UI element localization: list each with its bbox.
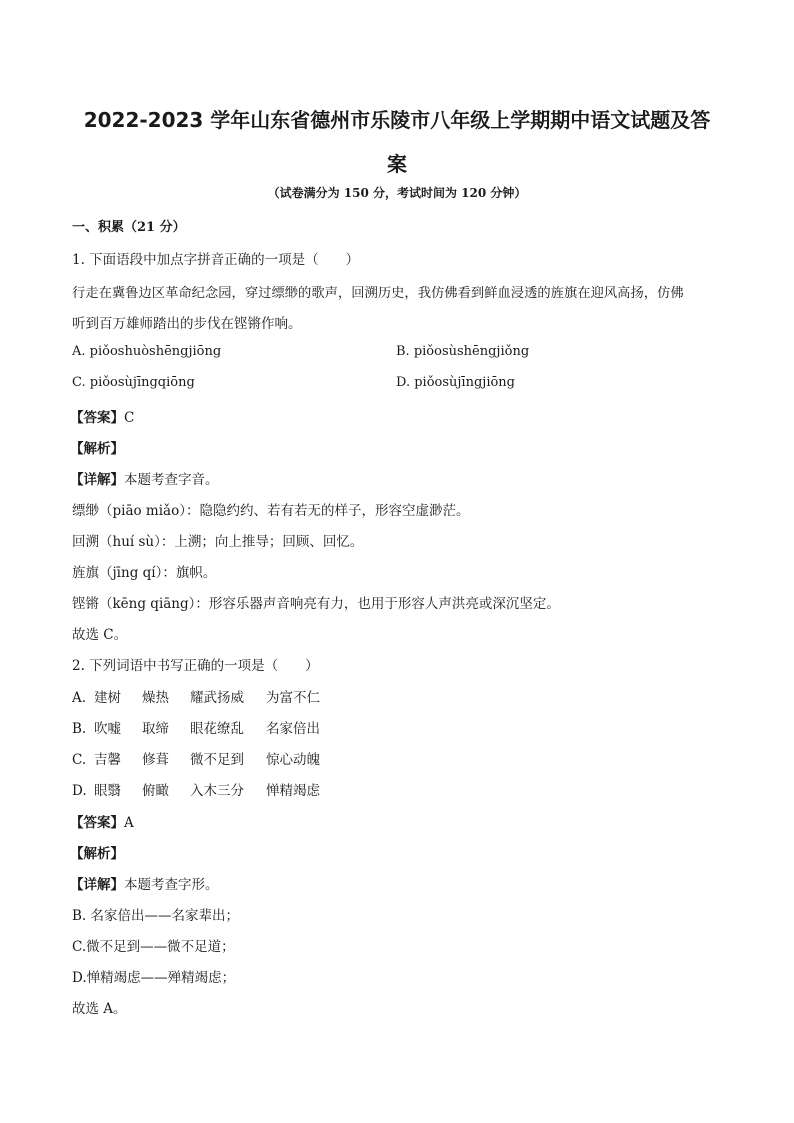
title-line-2: 案 (387, 152, 407, 176)
answer-tag: 【答案】 (70, 815, 124, 831)
q1-conclusion: 故选 C。 (72, 627, 128, 643)
q1-passage-line-1: 行走在冀鲁边区革命纪念园，穿过缥缈的歌声，回溯历史，我仿佛看到鲜血浸透的旌旗在迎风高扬，仿佛 (72, 286, 684, 301)
detail-text: 本题考查字形。 (124, 877, 219, 893)
q2-conclusion: 故选 A。 (72, 1001, 127, 1017)
word: 耀武扬威 (190, 690, 244, 706)
word: 眼花缭乱 (190, 721, 244, 737)
q1-option-b: B. piǒosùshēngjiǒng (396, 344, 530, 359)
answer-tag: 【答案】 (70, 410, 124, 426)
q2-stem: 2. 下列词语中书写正确的一项是（ ） (72, 658, 319, 674)
answer-value: C (124, 410, 135, 426)
q2-detail (70, 873, 219, 893)
q2-option-d (72, 779, 320, 799)
word: 眼翳 (94, 783, 121, 799)
word: 吉馨 (94, 752, 121, 768)
q1-option-d: D. piǒosùjīngjiōng (396, 375, 515, 390)
word: 吹嘘 (94, 721, 121, 737)
q1-note-3: 旌旗（jīng qí）：旗帜。 (72, 565, 217, 581)
word: 建树 (94, 690, 121, 706)
option-label: B. (72, 721, 87, 737)
option-label: C. (72, 752, 87, 768)
answer-value: A (124, 815, 134, 831)
q1-detail (70, 468, 219, 488)
word: 名家倍出 (266, 721, 320, 737)
detail-tag: 【详解】 (70, 472, 124, 488)
title-line-1: 2022-2023 学年山东省德州市乐陵市八年级上学期期中语文试题及答 (83, 108, 711, 132)
q1-answer (70, 406, 134, 426)
q2-option-a (72, 686, 320, 706)
q2-analysis-tag: 【解析】 (70, 846, 124, 862)
q2-note-1: B. 名家倍出——名家辈出； (72, 908, 240, 924)
word: 取缔 (142, 721, 169, 737)
word: 俯瞰 (142, 783, 169, 799)
option-label: D. (72, 783, 87, 799)
detail-text: 本题考查字音。 (124, 472, 219, 488)
word: 入木三分 (190, 783, 244, 799)
exam-info: （试卷满分为 150 分，考试时间为 120 分钟） (267, 186, 527, 200)
q1-note-4: 铿锵（kēng qiāng）：形容乐器声音响亮有力，也用于形容人声洪亮或深沉坚定。 (72, 596, 560, 612)
option-label: A. (72, 690, 87, 706)
q2-answer (70, 811, 134, 831)
q2-note-3: D.惮精竭虑——殚精竭虑； (72, 970, 236, 986)
word: 修葺 (142, 752, 169, 768)
q1-note-1: 缥缈（piāo miǎo）：隐隐约约、若有若无的样子，形容空虚渺茫。 (72, 503, 470, 519)
q1-note-2: 回溯（huí sù）：上溯；向上推导；回顾、回忆。 (72, 534, 364, 550)
q1-stem: 1. 下面语段中加点字拼音正确的一项是（ ） (72, 252, 360, 268)
detail-tag: 【详解】 (70, 877, 124, 893)
word: 燥热 (142, 690, 169, 706)
q2-note-2: C.微不足到——微不足道； (72, 939, 235, 955)
word: 为富不仁 (266, 690, 320, 706)
q1-option-a: A. piǒoshuòshēngjiōng (72, 344, 222, 359)
page-title (60, 98, 734, 186)
q1-analysis-tag: 【解析】 (70, 441, 124, 457)
q1-option-c: C. piǒosùjīngqiōng (72, 375, 195, 390)
section-heading: 一、积累（21 分） (72, 220, 186, 235)
word: 惊心动魄 (266, 752, 320, 768)
q2-option-c (72, 748, 320, 768)
word: 微不足到 (190, 752, 244, 768)
q1-passage-line-2: 听到百万雄师踏出的步伐在铿锵作响。 (72, 316, 302, 332)
q2-option-b (72, 717, 320, 737)
word: 惮精竭虑 (266, 783, 320, 799)
